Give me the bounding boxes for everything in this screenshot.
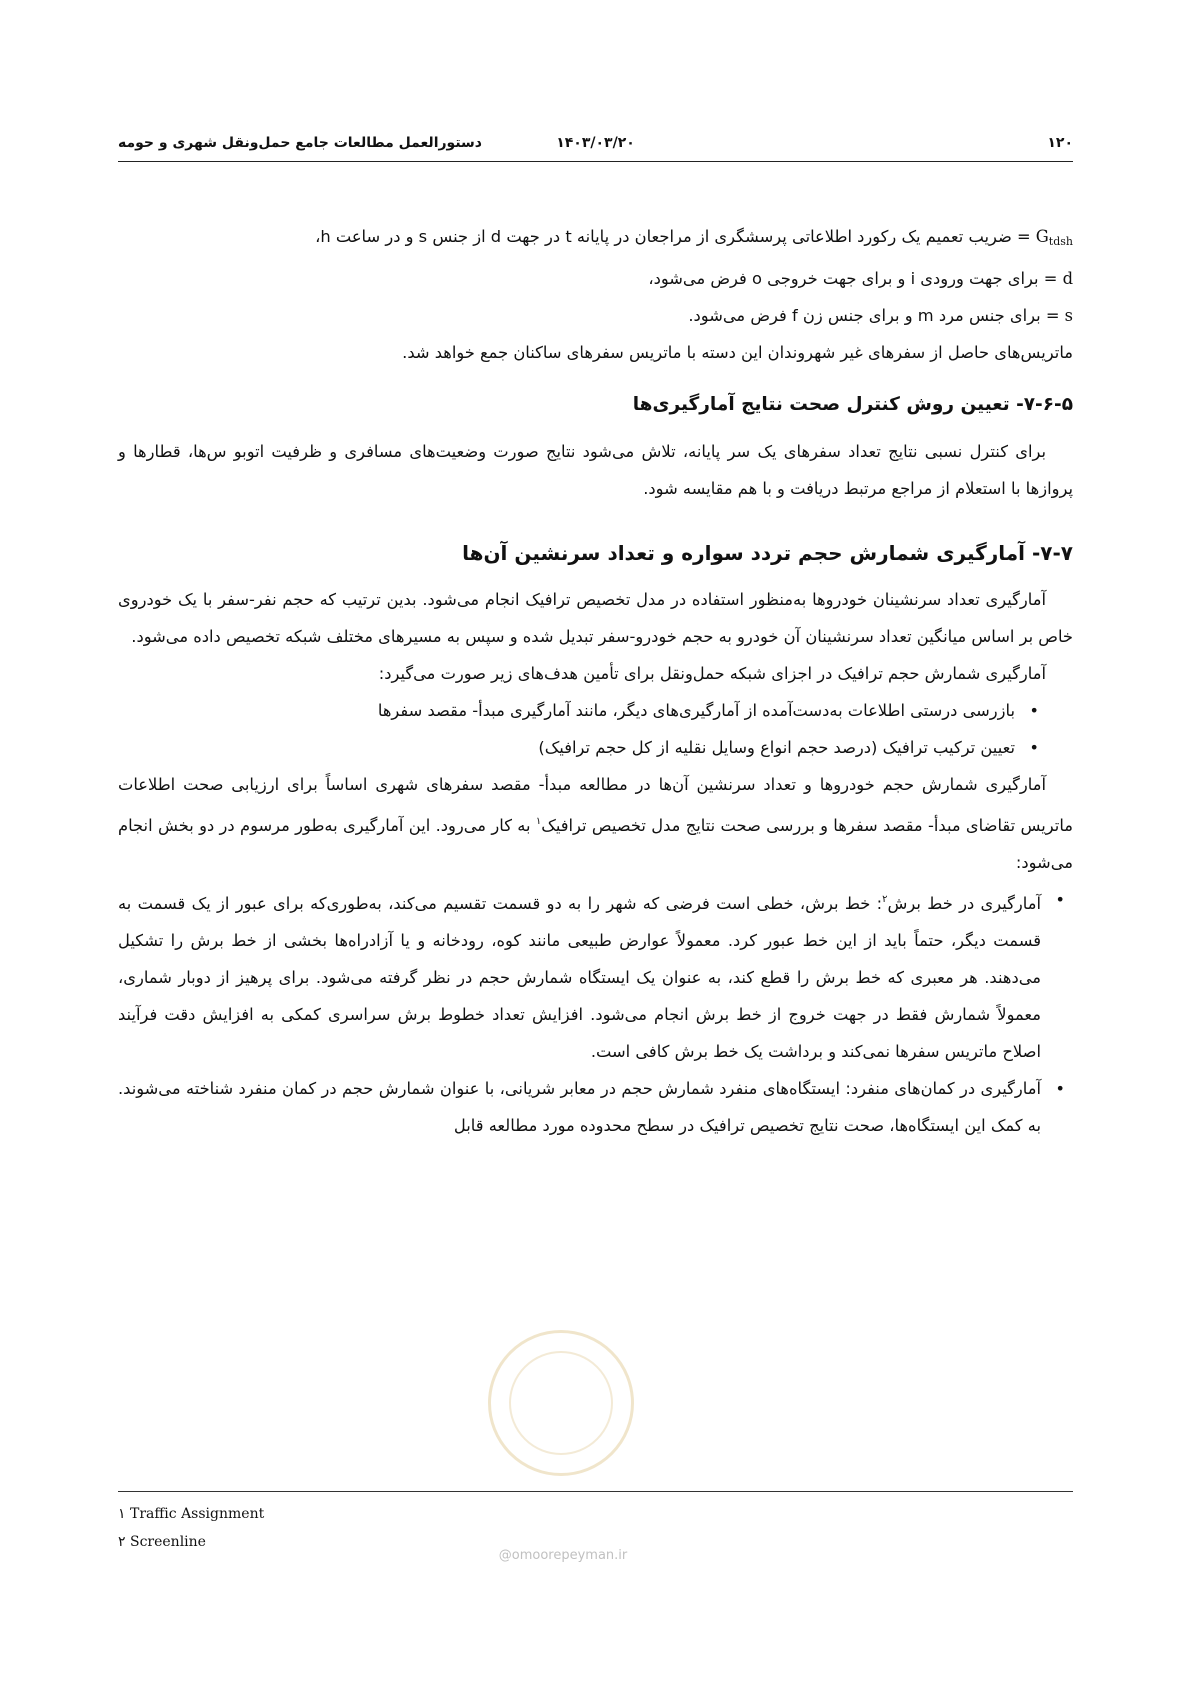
footnote: ۱ Traffic Assignment: [118, 1506, 265, 1522]
section-paragraph: برای کنترل نسبی نتایج تعداد سفرهای یک سر پایانه، تلاش می‌شود نتایج صورت وضعیت‌های مسافری و ظرفیت اتوبو س‌ها، قطارها و پروازها با استعلام از مراجع مرتبط دریافت و با هم مقایسه شود.: [118, 442, 1073, 498]
page-header: [118, 133, 1073, 162]
list-item: • تعیین ترکیب ترافیک (درصد حجم انواع وسایل نقلیه از کل حجم ترافیک): [118, 729, 1073, 766]
footnote-divider: [118, 1491, 1073, 1492]
list-item: • آمارگیری در خط برش$^۲$: خط برش، خطی است فرضی که شهر را به دو قسمت تقسیم می‌کند، به‌طوری‌که برای عبور از یک قسمت به قسمت دیگر، حتماً باید از این خط عبور کرد. معمولاً عوارض طبیعی مانند کوه، رودخانه و یا آزادراه‌ها بخشی از خط برش را تشکیل می‌دهند. هر معبری که خط برش را قطع کند، به عنوان یک ایستگاه شمارش حجم در نظر گرفته می‌شود. برای پرهیز از دوبار شماری، معمولاً شمارش فقط در جهت خروج از خط برش انجام می‌شود. افزایش تعداد خطوط برش سراسری کمکی به افزایش دقت فرآیند اصلاح ماتریس سفرها نمی‌کند و برداشت یک خط برش کافی است.: [118, 881, 1073, 1070]
page-body: [118, 218, 1073, 1144]
definition-s: s = برای جنس مرد m و برای جنس زن f فرض می‌شود.: [688, 306, 1073, 325]
document-title: دستورالعمل مطالعات جامع حمل‌ونقل شهری و حومه: [118, 135, 482, 151]
list-item: • آمارگیری در کمان‌های منفرد: ایستگاه‌های منفرد شمارش حجم در معابر شریانی، با عنوان شمارش حجم در کمان منفرد شناخته می‌شوند. به کمک این ایستگاه‌ها، صحت نتایج تخصیص ترافیک در سطح محدوده مورد مطالعه قابل: [118, 1070, 1073, 1144]
goals-list: [118, 692, 1073, 766]
section-heading-7-6-5: ۷-۶-۵- تعیین روش کنترل صحت نتایج آمارگیری‌ها: [632, 394, 1073, 415]
definition-g: $G_{tdsh}$ = ضریب تعمیم یک رکورد اطلاعاتی پرسشگری از مراجعان در پایانه t در جهت d از جنس s و در ساعت h،: [315, 227, 1073, 248]
section-paragraph: آمارگیری تعداد سرنشینان خودروها به‌منظور استفاده در مدل تخصیص ترافیک انجام می‌شود. بدین ترتیب که حجم نفر-سفر با یک خودروی خاص بر اساس میانگین تعداد سرنشینان آن خودرو به حجم خودرو-سفر تبدیل شده و سپس به مسیرهای مختلف شبکه تخصیص داده می‌شود.: [118, 590, 1073, 646]
matrix-note: ماتریس‌های حاصل از سفرهای غیر شهروندان این دسته با ماتریس سفرهای ساکنان جمع خواهد شد.: [402, 343, 1073, 362]
list-item: • بازرسی درستی اطلاعات به‌دست‌آمده از آمارگیری‌های دیگر، مانند آمارگیری مبدأ- مقصد سفرها: [118, 692, 1073, 729]
section-paragraph: آمارگیری شمارش حجم ترافیک در اجزای شبکه حمل‌ونقل برای تأمین هدف‌های زیر صورت می‌گیرد:: [378, 664, 1046, 683]
section-paragraph: آمارگیری شمارش حجم خودروها و تعداد سرنشین آن‌ها در مطالعه مبدأ- مقصد سفرهای شهری اساساً برای ارزیابی صحت اطلاعات ماتریس تقاضای مبدأ- مقصد سفرها و بررسی صحت نتایج مدل تخصیص ترافیک$^۱$ به کار می‌رود. این آمارگیری به‌طور مرسوم در دو بخش انجام می‌شود:: [118, 775, 1073, 872]
definition-d: d = برای جهت ورودی i و برای جهت خروجی o فرض می‌شود،: [648, 269, 1073, 288]
watermark-seal-icon: [488, 1330, 634, 1476]
parts-list: [118, 881, 1073, 1144]
header-date: ۱۴۰۳/۰۳/۲۰: [556, 135, 635, 151]
watermark-text: @omoorepeyman.ir: [498, 1548, 628, 1563]
page-number: ۱۲۰: [1047, 135, 1073, 151]
footnotes: [118, 1500, 264, 1556]
footnote: ۲ Screenline: [118, 1534, 206, 1550]
footnote-ref: ۲: [882, 894, 888, 905]
footnote-ref: ۱: [535, 816, 542, 827]
section-heading-7-7: ۷-۷- آمارگیری شمارش حجم تردد سواره و تعداد سرنشین آن‌ها: [462, 541, 1073, 565]
